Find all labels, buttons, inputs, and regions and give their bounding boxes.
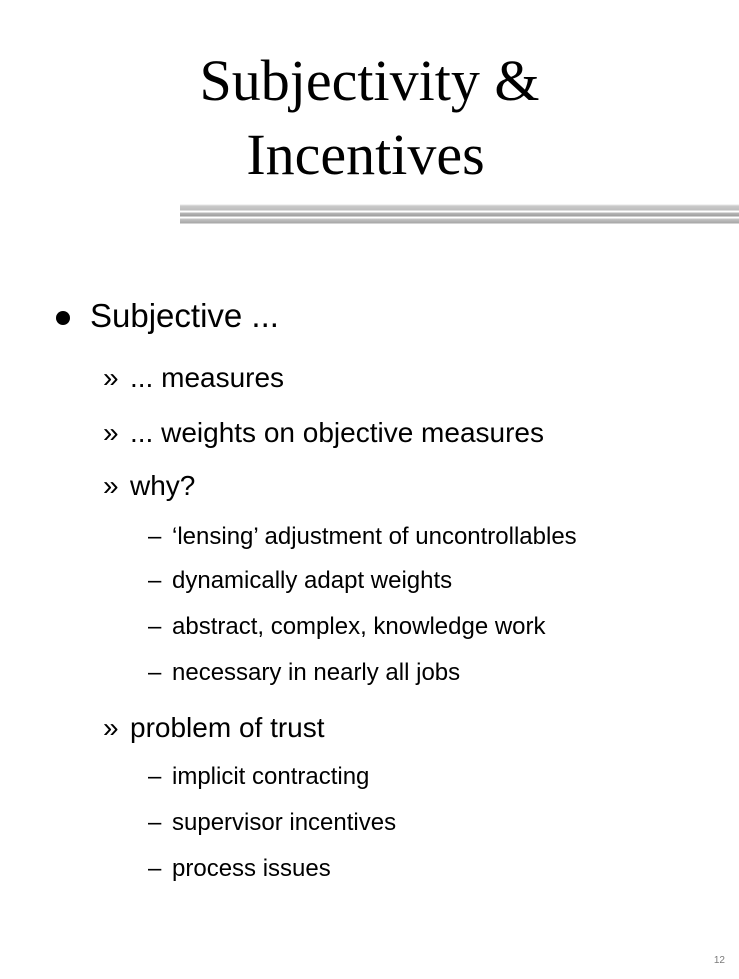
- bullet-text: Subjective ...: [90, 297, 279, 334]
- chevron-bullet-icon: »: [103, 417, 119, 448]
- sub-bullet-text: problem of trust: [130, 712, 325, 743]
- title-divider-rule: [180, 204, 739, 226]
- dash-bullet-icon: –: [148, 613, 162, 640]
- dash-bullet-icon: –: [148, 809, 162, 836]
- dash-bullet-icon: –: [148, 567, 162, 594]
- bullet-dot-icon: [56, 311, 70, 325]
- title-line-1: Subjectivity &: [199, 48, 540, 113]
- chevron-bullet-icon: »: [103, 712, 119, 743]
- dash-bullet-icon: –: [148, 763, 162, 790]
- sub-bullet-text: ... weights on objective measures: [130, 417, 544, 448]
- slide-title: [0, 44, 739, 192]
- detail-bullet-text: supervisor incentives: [172, 809, 397, 836]
- chevron-bullet-icon: »: [103, 470, 119, 501]
- detail-bullet-text: implicit contracting: [172, 763, 370, 790]
- detail-bullet-text: ‘lensing’ adjustment of uncontrollables: [172, 523, 577, 550]
- dash-bullet-icon: –: [148, 659, 162, 686]
- detail-bullet-text: dynamically adapt weights: [172, 567, 453, 594]
- dash-bullet-icon: –: [148, 523, 162, 550]
- sub-bullet-text: ... measures: [130, 362, 285, 393]
- title-line-2: Incentives: [246, 122, 485, 187]
- detail-bullet-text: process issues: [172, 855, 331, 882]
- detail-bullet-text: abstract, complex, knowledge work: [172, 613, 546, 640]
- sub-bullet-text: why?: [130, 470, 196, 501]
- detail-bullet-text: necessary in nearly all jobs: [172, 659, 461, 686]
- chevron-bullet-icon: »: [103, 362, 119, 393]
- page-number: 12: [713, 955, 725, 966]
- dash-bullet-icon: –: [148, 855, 162, 882]
